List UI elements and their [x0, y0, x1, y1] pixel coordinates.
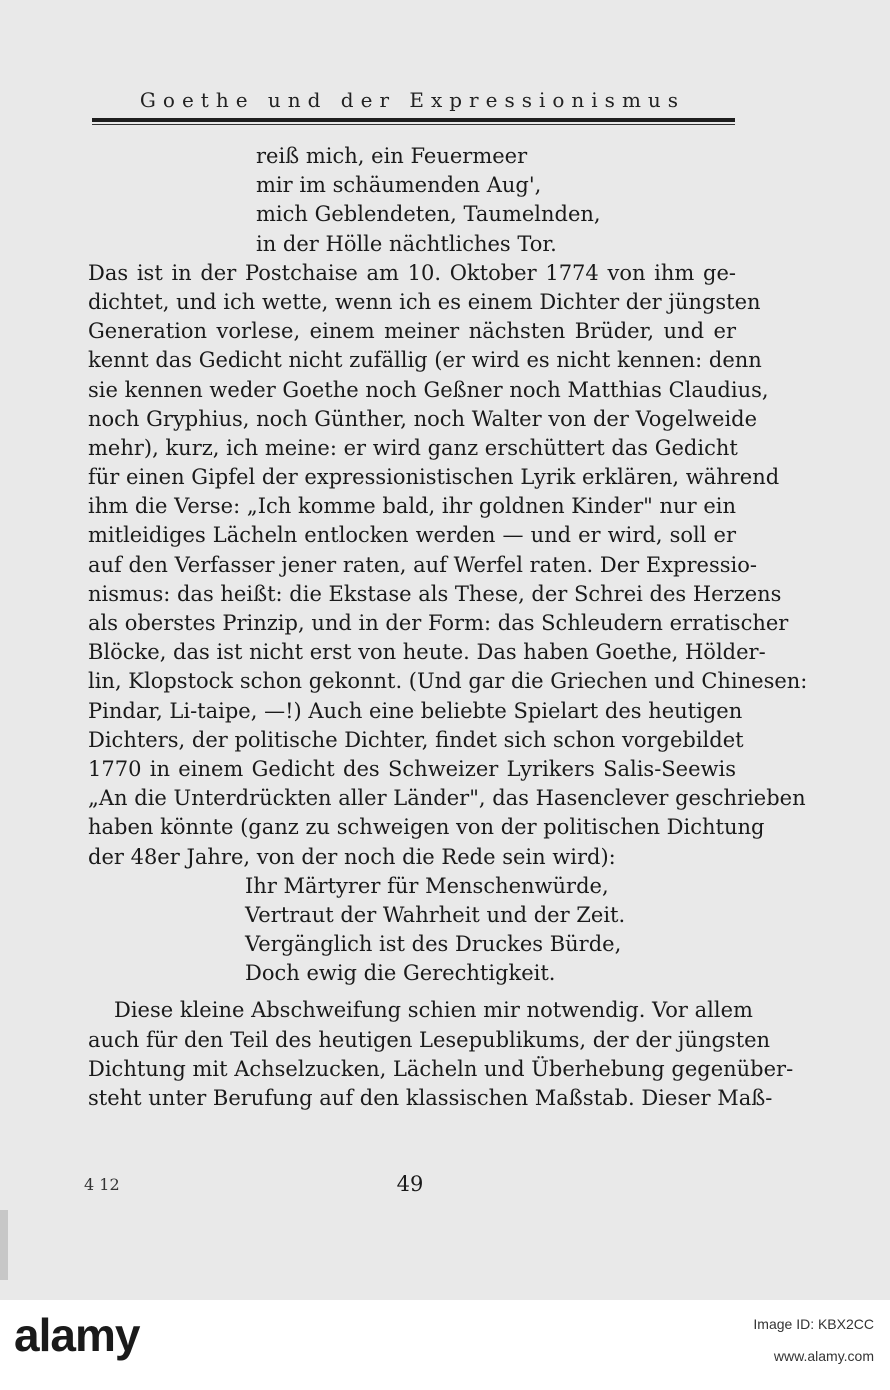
text-line: Dichtung mit Achselzucken, Lächeln und Überhebung gegenüber- — [88, 1056, 794, 1081]
signature-mark: 4 12 — [84, 1175, 120, 1194]
poem-line: in der Hölle nächtliches Tor. — [256, 231, 557, 256]
paragraph-1 — [88, 259, 808, 872]
text-line: 1770 in einem Gedicht des Schweizer Lyrikers Salis-Seewis — [88, 756, 736, 781]
running-head: Goethe und der Expressionismus — [139, 88, 686, 112]
poem-stanza-2 — [88, 872, 736, 989]
header-rule — [92, 118, 735, 122]
text-line: auch für den Teil des heutigen Lesepublikums, der der jüngsten — [88, 1027, 771, 1052]
text-line: steht unter Berufung auf den klassischen Maßstab. Dieser Maß- — [88, 1086, 773, 1110]
page-body — [88, 142, 808, 1113]
page-number: 49 — [396, 1172, 424, 1196]
paragraph-2 — [88, 996, 794, 1113]
text-line: mehr), kurz, ich meine: er wird ganz erschüttert das Gedicht — [88, 435, 738, 460]
poem-line: mich Geblendeten, Taumelnden, — [256, 202, 601, 227]
text-line: für einen Gipfel der expressionistischen Lyrik erklären, während — [88, 465, 780, 490]
poem-stanza-1 — [88, 142, 736, 259]
text-line: auf den Verfasser jener raten, auf Werfel raten. Der Expressio- — [88, 552, 757, 577]
text-line: ihm die Verse: „Ich komme bald, ihr goldnen Kinder" nur ein — [88, 494, 736, 519]
poem-line: reiß mich, ein Feuermeer — [256, 144, 528, 168]
text-line: noch Gryphius, noch Günther, noch Walter von der Vogelweide — [88, 406, 758, 431]
text-line: der 48er Jahre, von der noch die Rede sein wird): — [88, 844, 616, 869]
poem-line: Ihr Märtyrer für Menschenwürde, — [245, 873, 609, 898]
text-line: lin, Klopstock schon gekonnt. (Und gar die Griechen und Chinesen: — [88, 669, 808, 694]
poem-line: Doch ewig die Gerechtigkeit. — [245, 961, 556, 986]
text-line: Blöcke, das ist nicht erst von heute. Das haben Goethe, Hölder- — [88, 640, 766, 665]
poem-line: mir im schäumenden Aug', — [256, 173, 542, 198]
text-line: haben könnte (ganz zu schweigen von der politischen Dichtung — [88, 815, 765, 840]
text-line: als oberstes Prinzip, und in der Form: das Schleudern erratischer — [88, 611, 789, 635]
text-line: Generation vorlese, einem meiner nächsten Brüder, und er — [88, 319, 736, 344]
page-edge — [0, 1210, 8, 1280]
stock-url: www.alamy.com — [773, 1348, 874, 1364]
text-line: Das ist in der Postchaise am 10. Oktober 1774 von ihm ge- — [88, 260, 736, 285]
text-line: mitleidiges Lächeln entlocken werden — und er wird, soll er — [88, 523, 736, 548]
stock-image-id: Image ID: KBX2CC — [753, 1316, 874, 1332]
text-line: Pindar, Li-taipe, —!) Auch eine beliebte Spielart des heutigen — [88, 698, 743, 723]
text-line: dichtet, und ich wette, wenn ich es einem Dichter der jüngsten — [88, 289, 761, 314]
header-rule-thin — [92, 124, 735, 125]
text-line: Dichters, der politische Dichter, findet sich schon vorgebildet — [88, 727, 744, 752]
text-line: „An die Unterdrückten aller Länder", das Hasenclever geschrieben — [88, 786, 806, 811]
poem-line: Vertraut der Wahrheit und der Zeit. — [245, 902, 626, 927]
poem-line: Vergänglich ist des Druckes Bürde, — [245, 932, 622, 957]
text-line: Diese kleine Abschweifung schien mir notwendig. Vor allem — [114, 998, 753, 1023]
text-line: nismus: das heißt: die Ekstase als These, der Schrei des Herzens — [88, 581, 782, 606]
text-line: kennt das Gedicht nicht zufällig (er wird es nicht kennen: denn — [88, 348, 762, 373]
stock-logo: alamy — [14, 1309, 140, 1361]
text-line: sie kennen weder Goethe noch Geßner noch Matthias Claudius, — [88, 377, 769, 402]
